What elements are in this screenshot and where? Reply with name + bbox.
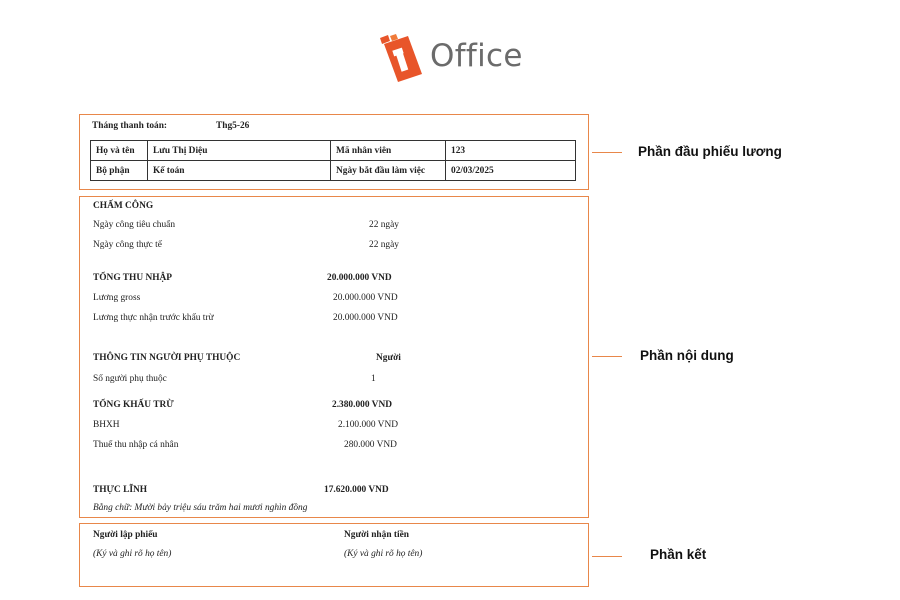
content-section-label: Phần nội dung	[640, 348, 734, 363]
footer-pointer-line	[592, 556, 622, 557]
attendance-label: Ngày công thực tế	[93, 240, 162, 250]
income-value: 20.000.000 VND	[333, 313, 398, 323]
dependents-title: THÔNG TIN NGƯỜI PHỤ THUỘC	[93, 353, 241, 363]
dependents-label: Số người phụ thuộc	[93, 374, 167, 384]
net-pay-title: THỰC LĨNH	[93, 485, 148, 495]
payslip-header-section	[79, 114, 589, 190]
table-cell: Kế toán	[148, 161, 331, 181]
receiver-label: Người nhận tiền	[344, 530, 409, 540]
income-label: Lương thực nhận trước khấu trừ	[93, 313, 214, 323]
header-section-label: Phần đầu phiếu lương	[638, 144, 782, 159]
dependents-value: 1	[371, 374, 376, 384]
deduction-value: 2.100.000 VND	[338, 420, 398, 430]
net-pay-in-words: Bằng chữ: Mười bảy triệu sáu trăm hai mươi nghìn đồng	[93, 503, 308, 513]
deduction-title: TỔNG KHẤU TRỪ	[93, 400, 174, 410]
logo-wordmark: Office	[430, 38, 523, 74]
income-title: TỔNG THU NHẬP	[93, 273, 173, 283]
table-cell: Họ và tên	[91, 141, 148, 161]
table-cell: Lưu Thị Diệu	[148, 141, 331, 161]
table-cell: Bộ phận	[91, 161, 148, 181]
table-row	[91, 141, 576, 161]
table-cell: Mã nhân viên	[331, 141, 446, 161]
receiver-signature-note: (Ký và ghi rõ họ tên)	[344, 549, 423, 559]
brand-logo	[378, 34, 528, 84]
preparer-signature-note: (Ký và ghi rõ họ tên)	[93, 549, 172, 559]
footer-section-label: Phần kết	[650, 547, 707, 562]
table-cell: 123	[446, 141, 576, 161]
payslip-content-section	[79, 196, 589, 518]
header-pointer-line	[592, 152, 622, 153]
attendance-value: 22 ngày	[369, 220, 399, 230]
deduction-value: 280.000 VND	[344, 440, 397, 450]
deduction-total: 2.380.000 VND	[332, 400, 392, 410]
table-cell: 02/03/2025	[446, 161, 576, 181]
deduction-label: Thuế thu nhập cá nhân	[93, 440, 179, 450]
logo-mark-icon	[378, 34, 426, 82]
table-row	[91, 161, 576, 181]
attendance-value: 22 ngày	[369, 240, 399, 250]
table-cell: Ngày bắt đầu làm việc	[331, 161, 446, 181]
deduction-label: BHXH	[93, 420, 120, 430]
preparer-label: Người lập phiếu	[93, 530, 158, 540]
pay-month-label: Tháng thanh toán:	[92, 121, 168, 131]
net-pay-total: 17.620.000 VND	[324, 485, 389, 495]
content-pointer-line	[592, 356, 622, 357]
attendance-title: CHẤM CÔNG	[93, 201, 154, 211]
dependents-unit: Người	[376, 353, 401, 363]
payslip-footer-section	[79, 523, 589, 587]
employee-info-table	[90, 140, 576, 181]
pay-month-value: Thg5-26	[216, 121, 250, 131]
income-label: Lương gross	[93, 293, 141, 303]
income-total: 20.000.000 VND	[327, 273, 392, 283]
attendance-label: Ngày công tiêu chuẩn	[93, 220, 176, 230]
income-value: 20.000.000 VND	[333, 293, 398, 303]
